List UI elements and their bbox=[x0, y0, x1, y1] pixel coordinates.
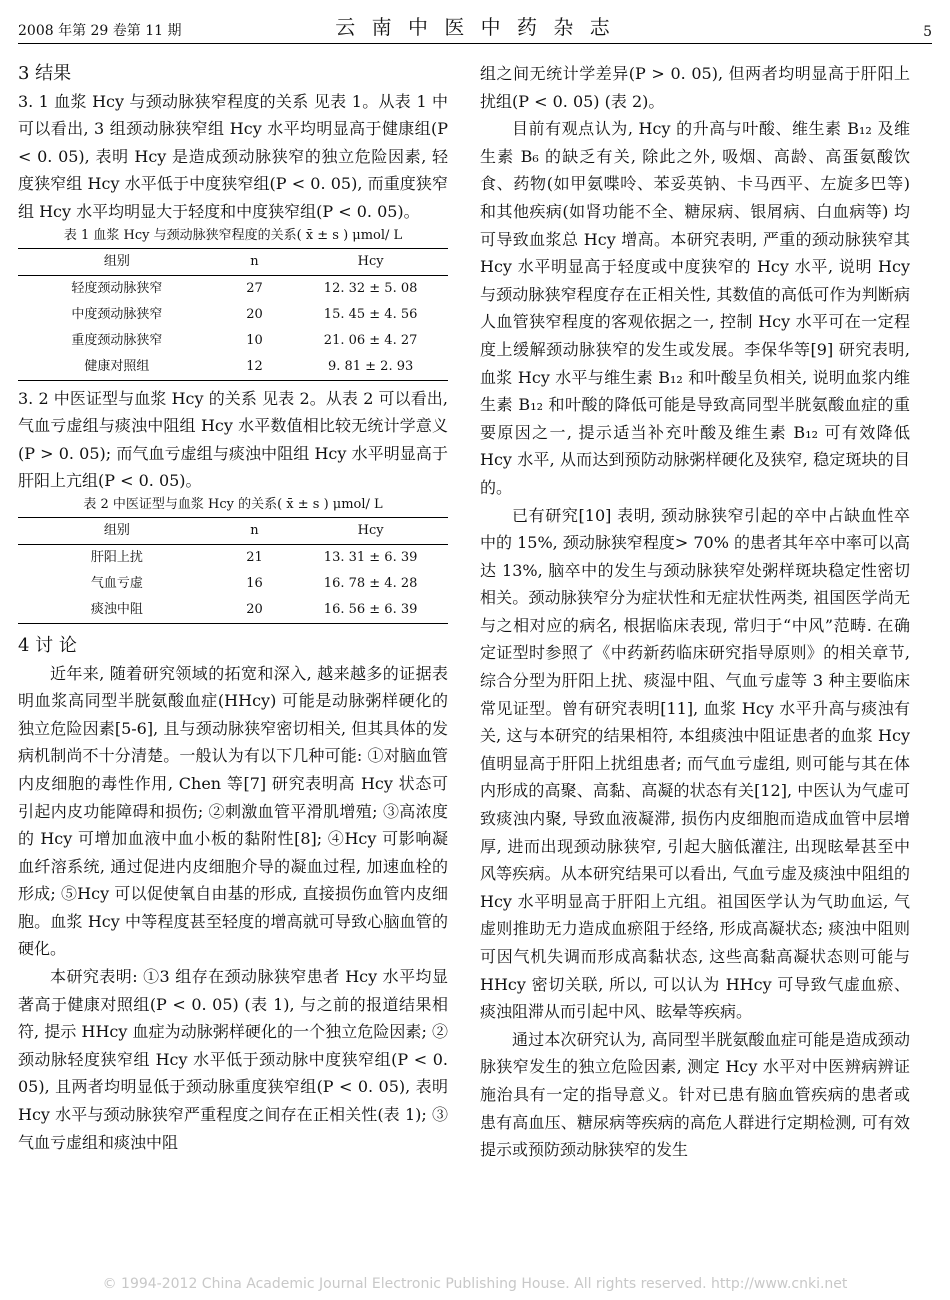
table-row bbox=[18, 354, 448, 381]
cell-group: 气血亏虚 bbox=[90, 575, 143, 591]
cell-group: 肝阳上扰 bbox=[90, 549, 143, 565]
cell-hcy: 16. 56 ± 6. 39 bbox=[323, 601, 418, 617]
table-row bbox=[18, 571, 448, 597]
header-hcy: Hcy bbox=[357, 253, 384, 269]
section-4-title: 4 讨 论 bbox=[18, 634, 77, 656]
cell-group: 健康对照组 bbox=[84, 358, 150, 374]
table-1-caption: 表 1 血浆 Hcy 与颈动脉狭窄程度的关系( x̄ ± s ) μmol/ L bbox=[63, 227, 403, 243]
discussion-paragraph: 近年来, 随着研究领域的拓宽和深入, 越来越多的证据表明血浆高同型半胱氨酸血症(HHcy) 可能是动脉粥样硬化的独立危险因素[5-6], 且与颈动脉狭窄密切相关, 但其具体的发病机制尚不十分清楚。一般认为有以下几种可能: ①对脑血管内皮细胞的毒性作用, Chen 等[7] 研究表明高 Hcy 状态可引起内皮功能障碍和损伤; ②刺激血管平滑肌增殖; ③高浓度的 Hcy 可增加血液中血小板的黏附性[8]; ④Hcy 可影响凝血纤溶系统, 通过促进内皮细胞介导的凝血过程, 加速血栓的形成; ⑤Hcy 可以促使氧自由基的形成, 直接损伤血管内皮细胞。血浆 Hcy 中等程度甚至轻度的增高就可导致心脑血管的硬化。 bbox=[18, 663, 448, 959]
page-header bbox=[18, 12, 932, 44]
right-paragraph: 组之间无统计学差异(P > 0. 05), 但两者均明显高于肝阳上扰组(P < 0. 05) (表 2)。 bbox=[480, 64, 910, 111]
cell-hcy: 15. 45 ± 4. 56 bbox=[323, 306, 418, 322]
cell-n: 16 bbox=[246, 575, 263, 591]
journal-title: 云 南 中 医 中 药 杂 志 bbox=[335, 15, 615, 39]
cell-n: 20 bbox=[246, 601, 263, 617]
cell-hcy: 12. 32 ± 5. 08 bbox=[323, 280, 418, 296]
right-paragraph: 目前有观点认为, Hcy 的升高与叶酸、维生素 B₁₂ 及维生素 B₆ 的缺乏有关, 除此之外, 吸烟、高龄、高蛋氨酸饮食、药物(如甲氨喋呤、苯妥英钠、卡马西平、左旋多巴等) 和其他疾病(如肾功能不全、糖尿病、银屑病、白血病等) 均可导致血浆总 Hcy 增高。本研究表明, 严重的颈动脉狭窄其 Hcy 水平明显高于轻度或中度狭窄的 Hcy 水平, 说明 Hcy 与颈动脉狭窄程度存在正相关性, 其数值的高低可作为判断病人血管狭窄程度的客观依据之一, 控制 Hcy 水平可在一定程度上缓解颈动脉狭窄的发生或发展。李保华等[9] 研究表明, 血浆 Hcy 水平与维生素 B₁₂ 和叶酸呈负相关, 说明血浆内维生素 B₁₂ 和叶酸的降低可能是导致高同型半胱氨酸血症的重要原因之一, 提示适当补充叶酸及维生素 B₁₂ 可有效降低 Hcy 水平, 从而达到预防动脉粥样硬化及狭窄, 稳定斑块的目的。 bbox=[480, 119, 910, 497]
cell-n: 21 bbox=[246, 549, 263, 565]
header-n: n bbox=[250, 522, 259, 538]
cell-n: 20 bbox=[246, 306, 263, 322]
cell-group: 中度颈动脉狭窄 bbox=[71, 306, 163, 322]
right-paragraph: 已有研究[10] 表明, 颈动脉狭窄引起的卒中占缺血性卒中的 15%, 颈动脉狭窄程度> 70% 的患者其年卒中率可以高达 13%, 脑卒中的发生与颈动脉狭窄处粥样斑块稳定性密切相关。颈动脉狭窄分为症状性和无症状性两类, 祖国医学尚无与之相对应的病名, 根据临床表现, 常归于“中风”范畴. 在确定证型时参照了《中药新药临床研究指导原则》的相关章节, 综合分型为肝阳上扰、痰湿中阻、气血亏虚等 3 种主要临床常见证型。曾有研究表明[11], 血浆 Hcy 水平升高与痰浊有关, 这与本研究的结果相符, 本组痰浊中阻证患者的血浆 Hcy 值明显高于肝阳上扰组患者; 而气血亏虚组, 则可能与其在体内形成的高聚、高黏、高凝的状态有关[12], 中医认为气虚可致痰浊内聚, 导致血液凝滞, 损伤内皮细胞而造成血管中层增厚, 进而出现颈动脉狭窄, 引起大脑低灌注, 出现眩晕甚至中风等疾病。从本研究结果可以看出, 气血亏虚及痰浊中阻组的 Hcy 水平明显高于肝阳上亢组。祖国医学认为气助血运, 气虚则推助无力造成血瘀阻于经络, 形成高凝状态; 痰浊中阻则可因气机失调而形成高黏状态, 这些高黏高凝状态则可能与 HHcy 密切关联, 所以, 可以认为 HHcy 可导致气虚血瘀、痰浊阻滞从而引起中风、眩晕等疾病。 bbox=[480, 505, 910, 1022]
cell-group: 重度颈动脉狭窄 bbox=[71, 332, 163, 348]
table-row bbox=[18, 544, 448, 571]
table-header-row bbox=[18, 517, 448, 544]
section-3-title: 3 结果 bbox=[18, 63, 72, 84]
table-row bbox=[18, 275, 448, 302]
cell-n: 10 bbox=[246, 332, 263, 348]
table-row bbox=[18, 328, 448, 354]
section-3-1-text: 3. 1 血浆 Hcy 与颈动脉狭窄程度的关系 见表 1。从表 1 中可以看出, 3 组颈动脉狭窄组 Hcy 水平均明显高于健康组(P < 0. 05), 表明 Hcy 是造成颈动脉狭窄的独立危险因素, 轻度狭窄组 Hcy 水平低于中度狭窄组(P < 0. 05), 而重度狭窄组 Hcy 水平均明显大于轻度和中度狭窄组(P < 0. 05)。 bbox=[18, 91, 448, 221]
cell-hcy: 9. 81 ± 2. 93 bbox=[327, 358, 414, 374]
table-1 bbox=[18, 248, 448, 381]
cell-hcy: 21. 06 ± 4. 27 bbox=[323, 332, 418, 348]
table-row bbox=[18, 597, 448, 624]
table-2 bbox=[18, 517, 448, 624]
header-group: 组别 bbox=[103, 253, 130, 269]
discussion-paragraph: 本研究表明: ①3 组存在颈动脉狭窄患者 Hcy 水平均显著高于健康对照组(P < 0. 05) (表 1), 与之前的报道结果相符, 提示 HHcy 血症为动脉粥样硬化的一个独立危险因素; ②颈动脉轻度狭窄组 Hcy 水平低于颈动脉中度狭窄组(P < 0. 05), 且两者均明显低于颈动脉重度狭窄组(P < 0. 05), 表明 Hcy 水平与颈动脉狭窄严重程度之间存在正相关性(表 1); ③气血亏虚组和痰浊中阻 bbox=[18, 967, 448, 1152]
cell-n: 12 bbox=[246, 358, 263, 374]
cell-group: 轻度颈动脉狭窄 bbox=[71, 280, 163, 296]
cell-group: 痰浊中阻 bbox=[90, 601, 143, 617]
cell-hcy: 16. 78 ± 4. 28 bbox=[323, 575, 418, 591]
header-hcy: Hcy bbox=[357, 522, 384, 538]
header-group: 组别 bbox=[103, 522, 130, 538]
copyright-footer: © 1994-2012 China Academic Journal Electronic Publishing House. All rights reserved. http://www.cnki.net bbox=[102, 1276, 848, 1292]
cell-n: 27 bbox=[246, 280, 263, 296]
page-number: 5 bbox=[923, 24, 932, 40]
right-column bbox=[480, 60, 910, 1164]
right-paragraph: 通过本次研究认为, 高同型半胱氨酸血症可能是造成颈动脉狭窄发生的独立危险因素, 测定 Hcy 水平对中医辨病辨证施治具有一定的指导意义。针对已患有脑血管疾病的患者或患有高血压、糖尿病等疾病的高危人群进行定期检测, 可有效提示或预防颈动脉狭窄的发生 bbox=[480, 1029, 910, 1160]
table-row bbox=[18, 302, 448, 328]
cell-hcy: 13. 31 ± 6. 39 bbox=[323, 549, 418, 565]
header-n: n bbox=[250, 253, 259, 269]
section-3-2-text: 3. 2 中医证型与血浆 Hcy 的关系 见表 2。从表 2 可以看出, 气血亏虚组与痰浊中阻组 Hcy 水平数值相比较无统计学意义(P > 0. 05); 而气血亏虚组与痰浊中阻组 Hcy 水平明显高于肝阳上亢组(P < 0. 05)。 bbox=[18, 388, 448, 491]
issue-info: 2008 年第 29 卷第 11 期 bbox=[18, 23, 182, 39]
left-column bbox=[18, 60, 448, 1156]
table-header-row bbox=[18, 248, 448, 275]
table-2-caption: 表 2 中医证型与血浆 Hcy 的关系( x̄ ± s ) μmol/ L bbox=[83, 496, 383, 512]
